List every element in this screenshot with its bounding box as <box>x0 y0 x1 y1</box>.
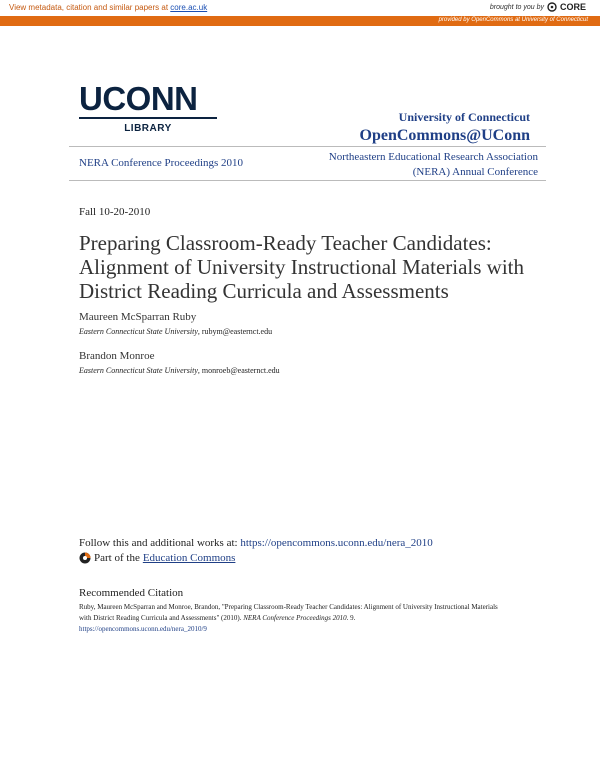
provided-by-text: provided by OpenCommons at University of Connecticut <box>438 17 588 23</box>
digital-commons-icon <box>79 552 91 564</box>
paper-title: Preparing Classroom-Ready Teacher Candidates: Alignment of University Instructional Materials with District Reading Curricula and Assessments <box>79 231 524 303</box>
core-logo-icon <box>547 2 557 12</box>
repository-name[interactable]: OpenCommons@UConn <box>359 127 530 144</box>
author-affiliation: Eastern Connecticut State University, rubym@easternct.edu <box>79 327 273 336</box>
institution-name[interactable]: University of Connecticut <box>398 110 530 124</box>
author-email[interactable]: , rubym@easternct.edu <box>197 327 273 336</box>
logo-sub: LIBRARY <box>124 123 172 134</box>
part-of-line: Part of the Education Commons <box>79 552 235 564</box>
recommended-citation: Ruby, Maureen McSparran and Monroe, Brandon, "Preparing Classroom-Ready Teacher Candidates: Alignment of University Instructional Materials with District Reading Curricula and Assessments" (2010). NERA Conference Proceedings 2010. 9. https://opencommons.uconn.edu/nera_2010/9 <box>79 603 498 633</box>
core-link[interactable]: core.ac.uk <box>170 3 208 12</box>
core-banner <box>0 0 600 16</box>
brought-to-you-text: brought to you by <box>489 3 544 11</box>
education-commons-link[interactable]: Education Commons <box>142 552 236 564</box>
author-affiliation: Eastern Connecticut State University, monroeb@easternct.edu <box>79 366 280 375</box>
provided-by-bar <box>0 16 600 26</box>
author-name: Maureen McSparran Ruby <box>79 311 197 323</box>
logo-word: UCONN <box>79 80 198 117</box>
collection-link[interactable]: https://opencommons.uconn.edu/nera_2010 <box>240 537 433 549</box>
divider-top <box>69 146 546 147</box>
divider-bottom <box>69 180 546 181</box>
core-metadata-text: View metadata, citation and similar papers at core.ac.uk <box>9 3 208 12</box>
recommended-citation-heading: Recommended Citation <box>79 587 184 599</box>
publication-date: Fall 10-20-2010 <box>79 206 151 218</box>
conference-link[interactable]: Northeastern Educational Research Association (NERA) Annual Conference <box>328 151 538 178</box>
follow-line: Follow this and additional works at: https://opencommons.uconn.edu/nera_2010 <box>79 537 433 549</box>
logo-rule <box>79 117 217 119</box>
series-link[interactable]: NERA Conference Proceedings 2010 <box>79 157 244 169</box>
core-brand[interactable] <box>490 2 586 12</box>
author-name: Brandon Monroe <box>79 350 155 362</box>
citation-link[interactable]: https://opencommons.uconn.edu/nera_2010/9 <box>79 625 207 633</box>
author-email[interactable]: , monroeb@easternct.edu <box>197 366 280 375</box>
uconn-library-logo <box>79 80 219 134</box>
core-logo-text: CORE <box>559 2 586 12</box>
institution-block <box>360 110 530 145</box>
